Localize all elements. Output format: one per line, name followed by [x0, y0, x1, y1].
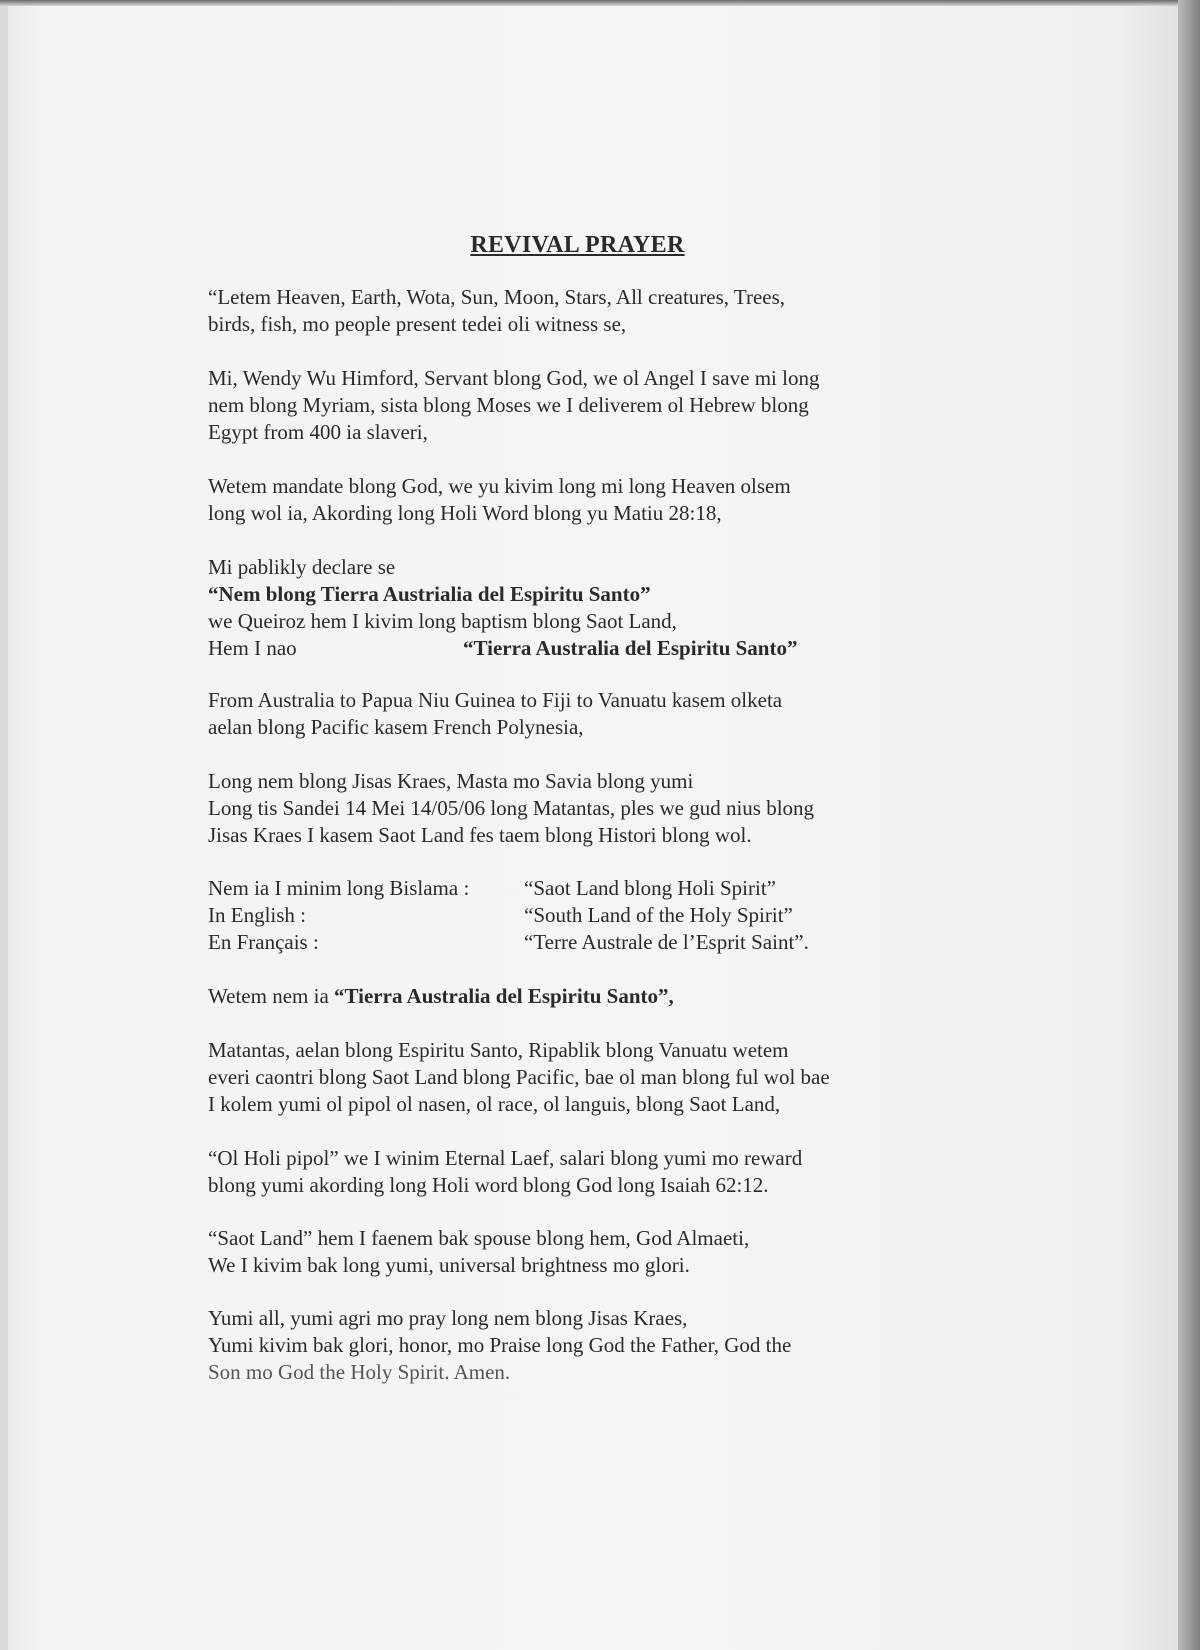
text-line: Wetem nem ia — [208, 984, 335, 1008]
text-line: we Queiroz hem I kivim long baptism blong Saot Land, — [208, 609, 677, 633]
text-line: Mi pablikly declare se — [208, 555, 396, 579]
paragraph-amen — [208, 1305, 791, 1386]
paragraph-with-name — [208, 983, 674, 1010]
names-value: “Saot Land blong Holi Spirit” — [524, 876, 776, 900]
text-line: Matantas, aelan blong Espiritu Santo, Ripablik blong Vanuatu wetem — [208, 1038, 789, 1062]
names-row — [208, 875, 908, 902]
names-label: Nem ia I minim long Bislama : — [208, 876, 470, 900]
scan-right-edge — [1178, 0, 1200, 1650]
text-line: birds, fish, mo people present tedei oli witness se, — [208, 312, 627, 336]
paragraph-mandate — [208, 473, 791, 527]
paragraph-witness — [208, 284, 785, 338]
text-line: Jisas Kraes I kasem Saot Land fes taem blong Histori blong wol. — [208, 823, 752, 847]
text-line: Wetem mandate blong God, we yu kivim long mi long Heaven olsem — [208, 474, 791, 498]
text-line: Long tis Sandei 14 Mei 14/05/06 long Matantas, ples we gud nius blong — [208, 796, 815, 820]
text-line: Long nem blong Jisas Kraes, Masta mo Savia blong yumi — [208, 769, 694, 793]
text-line: Mi, Wendy Wu Himford, Servant blong God, we ol Angel I save mi long — [208, 366, 820, 390]
text-line: everi caontri blong Saot Land blong Pacific, bae ol man blong ful wol bae — [208, 1065, 830, 1089]
text-line: Egypt from 400 ia slaveri, — [208, 420, 428, 444]
paragraph-holi-pipol — [208, 1145, 802, 1199]
paragraph-matantas — [208, 1037, 830, 1118]
text-line: From Australia to Papua Niu Guinea to Fiji to Vanuatu kasem olketa — [208, 688, 783, 712]
paragraph-date — [208, 768, 814, 849]
paragraph-saot-land — [208, 1225, 749, 1279]
text-line: I kolem yumi ol pipol ol nasen, ol race, ol languis, blong Saot Land, — [208, 1092, 781, 1116]
bold-name: “Tierra Australia del Espiritu Santo”, — [334, 984, 674, 1008]
names-row — [208, 929, 908, 956]
text-line: Son mo God the Holy Spirit. Amen. — [208, 1360, 511, 1384]
text-line: Hem I nao — [208, 636, 297, 660]
names-row — [208, 902, 908, 929]
text-line: “Ol Holi pipol” we I winim Eternal Laef, salari blong yumi mo reward — [208, 1146, 803, 1170]
bold-name: “Nem blong Tierra Austrialia del Espiritu Santo” — [208, 582, 651, 606]
bold-name: “Tierra Australia del Espiritu Santo” — [463, 636, 798, 660]
text-line: Yumi all, yumi agri mo pray long nem blong Jisas Kraes, — [208, 1306, 688, 1330]
text-line: “Letem Heaven, Earth, Wota, Sun, Moon, Stars, All creatures, Trees, — [208, 285, 786, 309]
text-line: We I kivim bak long yumi, universal brightness mo glori. — [208, 1253, 690, 1277]
text-line: blong yumi akording long Holi word blong God long Isaiah 62:12. — [208, 1173, 769, 1197]
text-line: Yumi kivim bak glori, honor, mo Praise long God the Father, God the — [208, 1333, 792, 1357]
paragraph-servant — [208, 365, 819, 446]
names-table — [208, 875, 908, 956]
paragraph-declaration — [208, 554, 908, 662]
text-line: “Saot Land” hem I faenem bak spouse blong hem, God Almaeti, — [208, 1226, 750, 1250]
document-title: REVIVAL PRAYER — [470, 232, 685, 258]
names-value: “South Land of the Holy Spirit” — [524, 903, 793, 927]
text-line: nem blong Myriam, sista blong Moses we I deliverem ol Hebrew blong — [208, 393, 809, 417]
names-value: “Terre Australe de l’Esprit Saint”. — [524, 930, 809, 954]
text-line: aelan blong Pacific kasem French Polynesia, — [208, 715, 584, 739]
text-line: long wol ia, Akording long Holi Word blong yu Matiu 28:18, — [208, 501, 722, 525]
paragraph-region — [208, 687, 782, 741]
names-label: In English : — [208, 903, 306, 927]
names-label: En Français : — [208, 930, 319, 954]
